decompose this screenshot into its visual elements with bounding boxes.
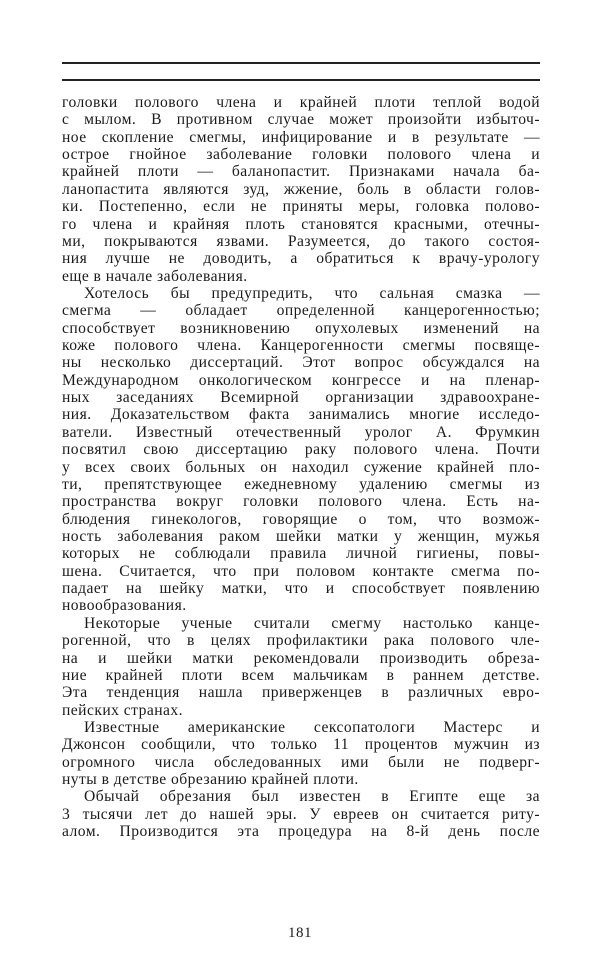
header-rule-top — [62, 62, 540, 64]
paragraph — [62, 94, 540, 285]
text-line: ти, препятствующее ежедневному удалению смегмы из — [62, 475, 540, 493]
text-line: ми, покрываются язвами. Разумеется, до такого состоя- — [62, 232, 540, 250]
text-line: с мылом. В противном случае может произойти избыточ- — [62, 111, 540, 129]
text-line: ных заседаниях Всемирной организации здравоохране- — [62, 389, 540, 407]
text-line: коже полового члена. Канцерогенности смегмы посвяще- — [62, 337, 540, 355]
text-line: Эта тенденция нашла приверженцев в различных евро- — [62, 684, 540, 702]
paragraph — [62, 719, 540, 788]
text-line: ние крайней плоти всем мальчикам в раннем детстве. — [62, 666, 540, 684]
text-line: пространства вокруг головки полового члена. Есть на- — [62, 493, 540, 511]
text-line: ны несколько диссертаций. Этот вопрос обсуждался на — [62, 354, 540, 372]
text-line: ность заболевания раком шейки матки у женщин, мужья — [62, 527, 540, 545]
paragraph — [62, 788, 540, 840]
text-line: рогенной, что в целях профилактики рака полового чле- — [62, 632, 540, 650]
text-line: смегма — обладает определенной канцерогенностью; — [62, 302, 540, 320]
text-line: еще в начале заболевания. — [62, 267, 248, 285]
text-line: нуты в детстве обрезанию крайней плоти. — [62, 771, 359, 789]
text-line: ватели. Известный отечественный уролог А. Фрумкин — [62, 423, 540, 441]
text-line: у всех своих больных он находил сужение крайней пло- — [62, 458, 540, 476]
text-line: Международном онкологическом конгрессе и на пленар- — [62, 371, 540, 389]
text-line: ния лучше не доводить, а обратиться к врачу-урологу — [62, 250, 540, 268]
text-line: пейских странах. — [62, 701, 183, 719]
text-line: Известные американские сексопатологи Мастерс и — [84, 718, 540, 736]
page-number: 181 — [288, 925, 312, 941]
page-body-text — [62, 94, 540, 840]
text-line: на и шейки матки рекомендовали производить обреза- — [62, 649, 540, 667]
text-line: ния. Доказательством факта занимались многие исследо- — [62, 406, 540, 424]
text-line: Некоторые ученые считали смегму настолько канце- — [84, 614, 540, 632]
text-line: Хотелось бы предупредить, что сальная смазка — — [84, 284, 540, 302]
text-line: ланопастита являются зуд, жжение, боль в области голов- — [62, 180, 540, 198]
text-line: Обычай обрезания был известен в Египте еще за — [84, 788, 540, 806]
text-line: посвятил свою диссертацию раку полового члена. Почти — [62, 441, 540, 459]
text-line: которых не соблюдали правила личной гигиены, повы- — [62, 545, 540, 563]
header-rule-bottom — [62, 79, 540, 81]
text-line: алом. Производится эта процедура на 8-й день после — [62, 823, 540, 841]
text-line: Джонсон сообщили, что только 11 процентов мужчин из — [62, 736, 540, 754]
text-line: головки полового члена и крайней плоти теплой водой — [62, 94, 540, 111]
text-line: шена. Считается, что при половом контакте смегма по- — [62, 562, 540, 580]
text-line: способствует возникновению опухолевых изменений на — [62, 319, 540, 337]
paragraph — [62, 615, 540, 719]
text-line: огромного числа обследованных ими были не подверг- — [62, 753, 540, 771]
text-line: го члена и крайняя плоть становятся красными, отечны- — [62, 215, 540, 233]
text-line: новообразования. — [62, 597, 187, 615]
text-line: крайней плоти — баланопастит. Признаками начала ба- — [62, 163, 540, 181]
text-line: ки. Постепенно, если не приняты меры, головка полово- — [62, 198, 540, 216]
paragraph — [62, 285, 540, 615]
text-line: блюдения гинекологов, говорящие о том, что возмож- — [62, 510, 540, 528]
text-line: ное скопление смегмы, инфицирование и в результате — — [62, 128, 540, 146]
text-line: падает на шейку матки, что и способствует появлению — [62, 580, 540, 598]
text-line: 3 тысячи лет до нашей эры. У евреев он считается риту- — [62, 805, 540, 823]
text-line: острое гнойное заболевание головки полового члена и — [62, 146, 540, 164]
